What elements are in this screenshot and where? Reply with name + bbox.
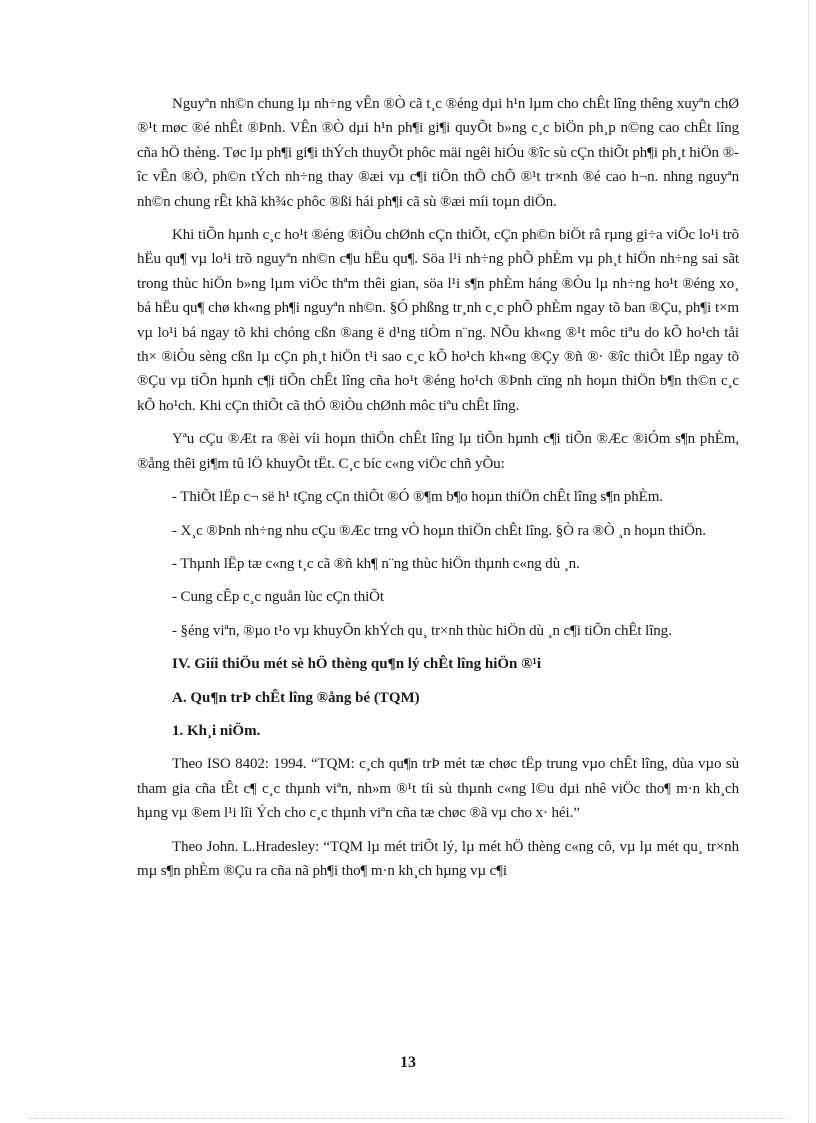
list-item-motivation: - §éng viªn, ®µo t¹o vµ khuyÕn khÝch qu¸ tr×nh thùc hiÖn dù ¸n c¶i tiÕn chÊt lîng. xyxy=(172,622,672,639)
page-bottom-border xyxy=(28,1118,788,1119)
section-heading-1: 1. Kh¸i niÖm. xyxy=(172,722,261,739)
page-right-border xyxy=(808,0,809,1123)
paragraph-common-causes: Nguyªn nh©n chung lµ nh÷ng vÊn ®Ò cã t¸c ®éng dµi h¹n lµm cho chÊt lîng thêng xuyªn chØ ®¹t møc ®é nhÊt ®Þnh. VÊn ®Ò dµi h¹n ph¶i gi¶i quyÕt b»ng c¸c biÖn ph¸p n©ng cao chÊt lîng cña hÖ thèng. Tøc lµ ph¶i gi¶i thÝch thuyÕt phôc mäi ngêi hiÓu ®îc sù cÇn thiÕt ph¶i ph¸t hiÖn ®îc vÊn ®Ò, ph©n tÝch nh÷ng thay ®æi vµ c¶i tiÕn thÕ chÕ ®¹t tr×nh ®é cao h¬n. nhng nguyªn nh©n chung rÊt khã kh¾c phôc ®ßi hái ph¶i cã sù ®æi míi toµn diÖn. xyxy=(137,96,739,210)
paragraph-corrective-actions: Khi tiÕn hµnh c¸c ho¹t ®éng ®iÒu chØnh cÇn thiÕt, cÇn ph©n biÖt râ rµng gi÷a viÖc lo¹i trõ hËu qu¶ vµ lo¹i trõ nguyªn nh©n c¶u hËu qu¶. Söa l¹i nh÷ng phÕ phÈm vµ ph¸t hiÖn nh÷ng sai sãt trong thùc hiÖn b»ng lµm viÖc thªm thêi gian, söa l¹i s¶n phÈm háng ®Òu lµ nh÷ng ho¹t ®éng xo¸ bá hËu qu¶ chø kh«ng ph¶i nguyªn nh©n. §Ó phßng tr¸nh c¸c phÕ phÈm ngay tõ ban ®Çu, ph¶i t×m vµ lo¹i bá ngay tõ khi chóng cßn ®ang ë d¹ng tiÒm n¨ng. NÕu kh«ng ®¹t môc tiªu do kÕ ho¹ch tåi th× ®iÒu sèng cßn lµ cÇn ph¸t hiÖn t¹i sao c¸c kÕ ho¹ch kh«ng ®Çy ®ñ ®· ®îc thiÕt lËp ngay tõ ®Çu vµ tiÕn hµnh c¶i tiÕn chÊt lîng cña ho¹t ®éng ho¹ch ®Þnh cïng nh hoµn thiÖn b¶n th©n c¸c kÕ ho¹ch. Khi cÇn thiÕt cã thÓ ®iÒu chØnh môc tiªu chÊt lîng. xyxy=(137,227,739,414)
paragraph-hradesley-definition: Theo John. L.Hradesley: “TQM lµ mét triÕt lý, lµ mét hÖ thèng c«ng cô, vµ lµ mét qu¸ tr×nh mµ s¶n phÈm ®Çu ra cña nã ph¶i tho¶ m·n kh¸ch hµng vµ c¶i xyxy=(137,838,739,879)
list-item-needs: - X¸c ®Þnh nh÷ng nhu cÇu ®Æc trng vÒ hoµn thiÖn chÊt lîng. §Ò ra ®Ò ¸n hoµn thiÖn. xyxy=(172,522,706,539)
paragraph-iso-definition: Theo ISO 8402: 1994. “TQM: c¸ch qu¶n trÞ mét tæ chøc tËp trung vµo chÊt lîng, dùa vµo sù tham gia cña tÊt c¶ c¸c thµnh viªn, nh»m ®¹t tíi sù thµnh c«ng l©u dµi nhê viÖc tho¶ m·n kh¸ch hµng vµ ®em l¹i lîi Ých cho c¸c thµnh viªn cña tæ chøc ®ã vµ cho x· héi.” xyxy=(137,756,739,822)
list-item-resources: - Cung cÊp c¸c nguån lùc cÇn thiÕt xyxy=(172,589,384,606)
section-heading-iv: IV. Giíi thiÖu mét sè hÖ thèng qu¶n lý chÊt lîng hiÖn ®¹i xyxy=(172,656,542,673)
list-item-infrastructure: - ThiÕt lËp c¬ së h¹ tÇng cÇn thiÕt ®Ó ®¶m b¶o hoµn thiÖn chÊt lîng s¶n phÈm. xyxy=(172,489,663,506)
page-number: 13 xyxy=(400,1054,416,1071)
body-text xyxy=(137,92,739,892)
paragraph-requirements: Yªu cÇu ®Æt ra ®èi víi hoµn thiÖn chÊt lîng lµ tiÕn hµnh c¶i tiÕn ®Æc ®iÓm s¶n phÈm, ®ång thêi gi¶m tû lÖ khuyÕt tËt. C¸c bíc c«ng viÖc chñ yÕu: xyxy=(137,431,739,472)
list-item-team: - Thµnh lËp tæ c«ng t¸c cã ®ñ kh¶ n¨ng thùc hiÖn thµnh c«ng dù ¸n. xyxy=(172,555,580,572)
section-heading-a: A. Qu¶n trÞ chÊt lîng ®ång bé (TQM) xyxy=(172,689,420,706)
